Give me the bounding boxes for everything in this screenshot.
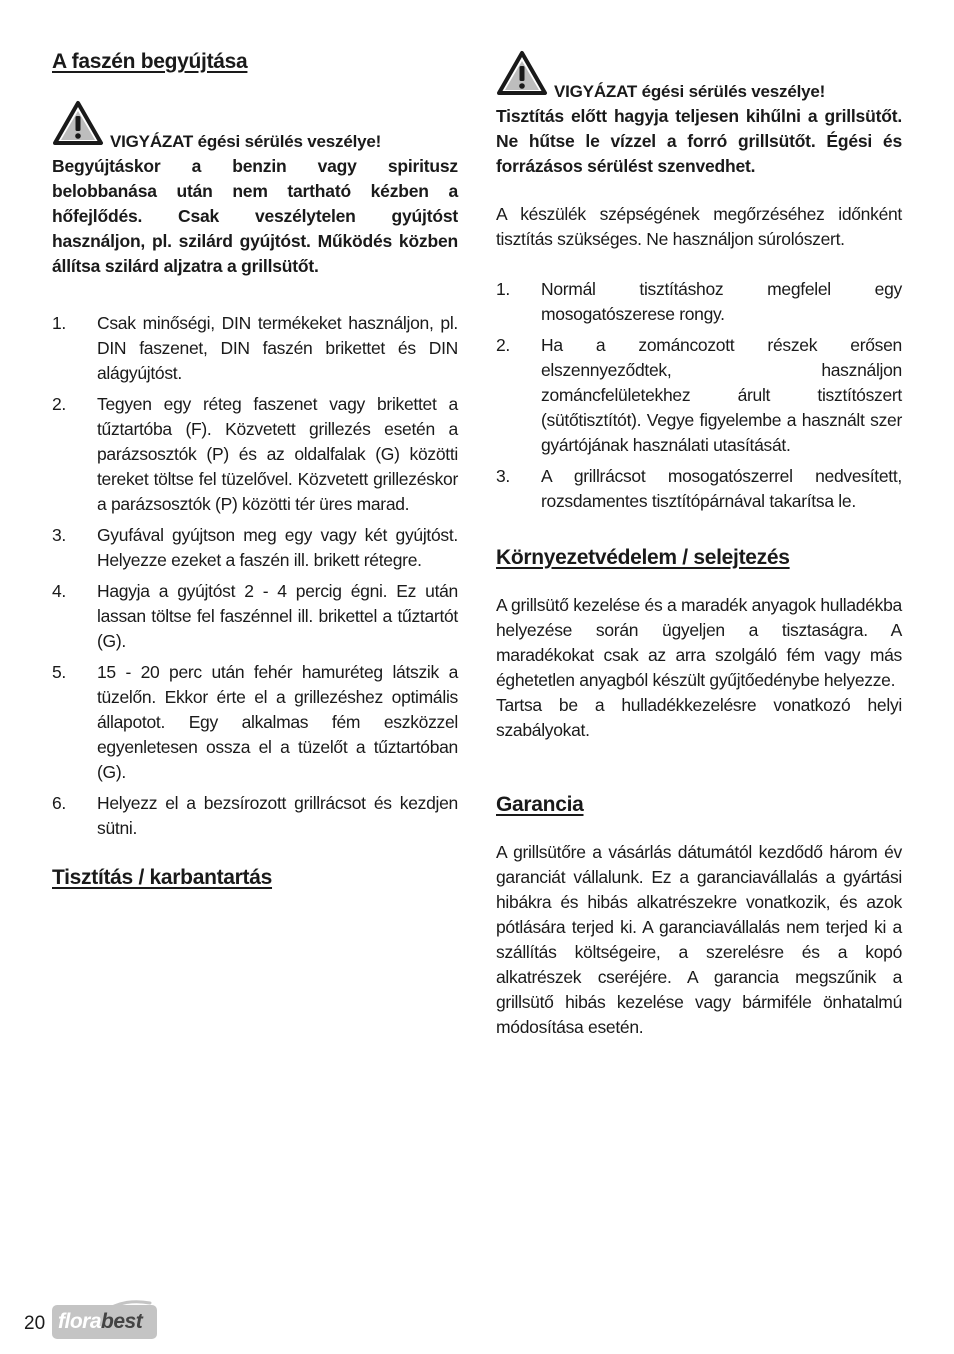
list-item: 4. Hagyja a gyújtóst 2 - 4 percig égni. Ez után lassan töltse fel faszénnel ill. brikettel a tűztartót (G). [52, 581, 458, 651]
warning-triangle-icon [496, 50, 548, 96]
list-item: 6. Helyezz el a bezsírozott grillrácsot és kezdjen sütni. [52, 793, 458, 838]
section-title-cleaning: Tisztítás / karbantartás [52, 866, 273, 889]
section-title-environment: Környezetvédelem / selejtezés [496, 546, 790, 569]
lighting-steps-list [52, 311, 458, 847]
section-title-charcoal-lighting: A faszén begyújtása [52, 50, 248, 73]
cleaning-steps-list [496, 277, 902, 520]
list-item: 3. A grillrácsot mosogatószerrel nedvesített, rozsdamentes tisztítópárnával takarítsa le. [496, 466, 902, 511]
page-number: 20 [24, 1313, 46, 1334]
florabest-logo [52, 1305, 157, 1339]
burn-warning-box [52, 100, 458, 279]
warning-title: VIGYÁZAT égési sérülés veszélye! [110, 132, 382, 151]
warning-text: Tisztítás előtt hagyja teljesen kihűlni a grillsütőt. Ne hűtse le vízzel a forró grillsütőt. Égési és forrázásos sérülést szenvedhet. [496, 106, 902, 176]
list-item: 3. Gyufával gyújtson meg egy vagy két gyújtóst. Helyezze ezeket a faszén ill. brikett rétegre. [52, 525, 458, 570]
list-item: 5. 15 - 20 perc után fehér hamuréteg látszik a tüzelőn. Ekkor érte el a grillezéshez optimális állapotot. Egy alkalmas fém eszközzel egyenletesen ossza el a tüzelőt a tűztartóban (G). [52, 662, 458, 782]
logo-text: florabest [58, 1310, 143, 1333]
environment-text: A grillsütő kezelése és a maradék anyagok hulladékba helyezése során ügyeljen a tisztaságra. A maradékokat csak az arra szolgáló fém vagy más éghetetlen anyagból készült gyűjtőedénybe helyezze. [496, 595, 902, 690]
warning-title: VIGYÁZAT égési sérülés veszélye! [554, 82, 826, 101]
list-item: 1. Csak minőségi, DIN termékeket használjon, pl. DIN faszenet, DIN faszén brikettet és DIN alágyújtóst. [52, 313, 458, 383]
cleaning-warning-box [496, 50, 902, 179]
warning-header [52, 100, 458, 152]
list-item: 2. Tegyen egy réteg faszenet vagy brikettet a tűztartóba (F). Közvetett grillezés esetén a parázsosztók (P) és az oldalfalak (G) közötti tereket töltse fel tüzelővel. Közvetett grillezéskor a parázsosztók (P) közötti tér üres marad. [52, 394, 458, 514]
list-item: 1. Normál tisztításhoz megfelel egy mosogatószerese rongy. [496, 279, 902, 324]
warning-header [496, 50, 902, 102]
section-title-warranty: Garancia [496, 793, 584, 816]
cleaning-intro: A készülék szépségének megőrzéséhez időnként tisztítás szükséges. Ne használjon súrolószert. [496, 204, 902, 249]
warning-triangle-icon [52, 100, 104, 146]
list-item: 2. Ha a zománcozott részek erősen elszennyeződtek, használjon zománcfelületekhez árult tisztítószert (sütőtisztítót). Vegye figyelembe a használt szer gyártójának használati utasítását. [496, 335, 902, 455]
environment-rules-text: Tartsa be a hulladékkezelésre vonatkozó helyi szabályokat. [496, 695, 902, 740]
warning-text: Begyújtáskor a benzin vagy spiritusz belobbanása után nem tartható kézben a hőfejlődés. Csak veszélytelen gyújtóst használjon, pl. szilárd gyújtóst. Működés közben állítsa szilárd aljzatra a grillsütőt. [52, 156, 458, 276]
warranty-text: A grillsütőre a vásárlás dátumától kezdődő három év garanciát vállalunk. Ez a garanciavállalás a gyártási hibákra és hibás alkatrészekre vonatkozik, és azok pótlására terjed ki. A garanciavállalás nem terjed ki a szállítás költségeire, a szerelésre és a kopó alkatrészek cseréjére. A garancia megszűnik a grillsütő hibás kezelése vagy bármiféle önhatalmú módosítása esetén. [496, 842, 902, 1037]
